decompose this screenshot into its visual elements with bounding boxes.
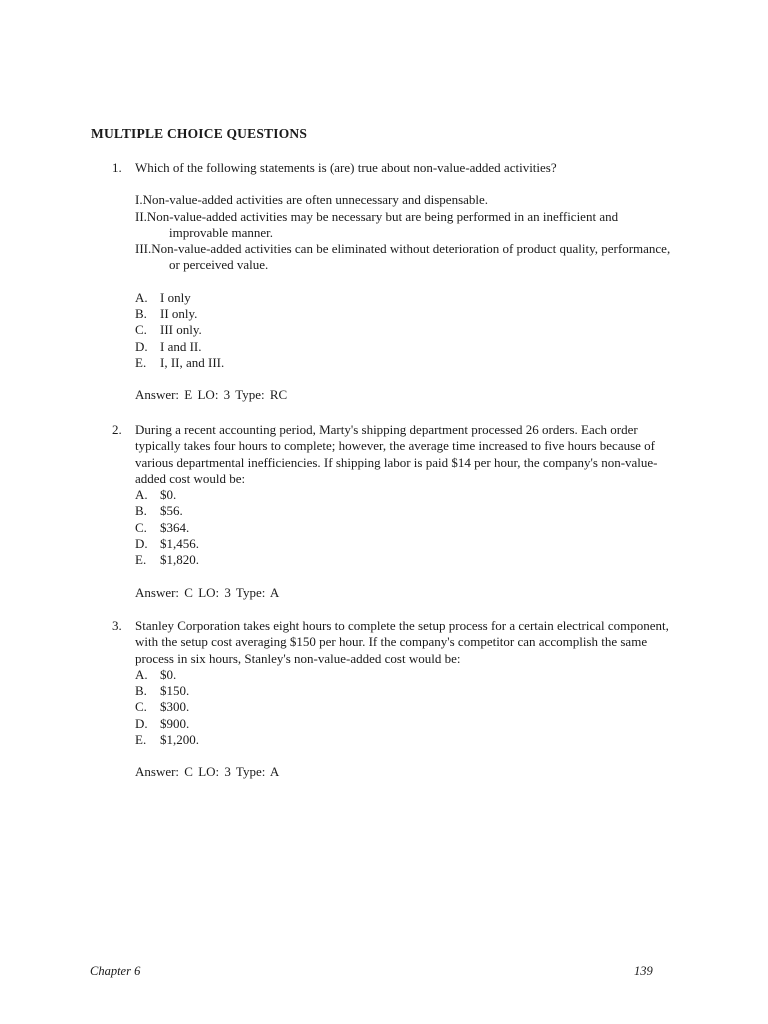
- answer-line: Answer: C LO: 3 Type: A: [135, 764, 280, 780]
- option-letter: E.: [135, 354, 147, 370]
- option-text: $150.: [160, 683, 190, 699]
- question-body: [135, 160, 678, 404]
- option-item: [135, 339, 678, 355]
- question-1: [112, 160, 678, 404]
- option-text: $0.: [160, 666, 177, 682]
- question-text: Stanley Corporation takes eight hours to complete the setup process for a certain electrical component, with the setup cost averaging $150 per hour. If the company's competitor can accomplish the same process in six hours, Stanley's non-value-added cost would be:: [135, 618, 669, 666]
- option-item: [135, 732, 678, 748]
- option-text: I, II, and III.: [160, 354, 225, 370]
- question-text: Which of the following statements is (are) true about non-value-added activities?: [135, 160, 557, 175]
- option-letter: A.: [135, 487, 148, 503]
- option-letter: A.: [135, 289, 148, 305]
- option-item: [135, 520, 678, 536]
- statement-list: [135, 192, 678, 273]
- option-letter: E.: [135, 732, 147, 748]
- option-letter: B.: [135, 503, 147, 519]
- question-2: [112, 422, 678, 601]
- option-item: [135, 487, 678, 503]
- option-text: $300.: [160, 699, 190, 715]
- option-list: [135, 667, 678, 748]
- option-text: I and II.: [160, 338, 202, 354]
- option-letter: D.: [135, 536, 148, 552]
- question-body: [135, 422, 678, 601]
- option-text: $1,820.: [160, 552, 199, 568]
- question-3: [112, 618, 678, 781]
- question-number: 2.: [112, 422, 122, 437]
- option-letter: E.: [135, 552, 147, 568]
- option-letter: D.: [135, 338, 148, 354]
- answer-line: Answer: C LO: 3 Type: A: [135, 584, 280, 600]
- option-item: [135, 667, 678, 683]
- option-letter: A.: [135, 666, 148, 682]
- option-text: III only.: [160, 322, 202, 338]
- option-text: $1,456.: [160, 536, 199, 552]
- option-item: [135, 306, 678, 322]
- option-text: I only: [160, 289, 191, 305]
- option-item: [135, 355, 678, 371]
- option-letter: C.: [135, 699, 147, 715]
- option-text: II only.: [160, 306, 198, 322]
- option-item: [135, 699, 678, 715]
- option-item: [135, 322, 678, 338]
- question-text: During a recent accounting period, Marty's shipping department processed 26 orders. Each order typically takes four hours to complete; however, the average time increased to five hours because of various departmental inefficiencies. If shipping labor is paid $14 per hour, the company's non-value-added cost would be:: [135, 422, 658, 486]
- question-number: 3.: [112, 618, 122, 633]
- option-letter: D.: [135, 715, 148, 731]
- option-text: $364.: [160, 519, 190, 535]
- option-item: [135, 536, 678, 552]
- option-item: [135, 290, 678, 306]
- option-letter: B.: [135, 683, 147, 699]
- option-text: $900.: [160, 715, 190, 731]
- option-letter: C.: [135, 519, 147, 535]
- option-letter: B.: [135, 306, 147, 322]
- option-letter: C.: [135, 322, 147, 338]
- statement-item: III.Non-value-added activities can be eliminated without deterioration of product quality, performance, or perceived value.: [135, 241, 671, 273]
- question-body: [135, 618, 678, 781]
- answer-line: Answer: E LO: 3 Type: RC: [135, 387, 288, 403]
- option-text: $56.: [160, 503, 183, 519]
- option-text: $0.: [160, 487, 177, 503]
- question-number: 1.: [112, 160, 122, 175]
- option-item: [135, 683, 678, 699]
- option-text: $1,200.: [160, 732, 199, 748]
- option-item: [135, 552, 678, 568]
- option-list: [135, 290, 678, 371]
- footer-chapter: Chapter 6: [90, 964, 141, 978]
- option-item: [135, 716, 678, 732]
- footer-page-number: 139: [634, 964, 653, 978]
- statement-item: I.Non-value-added activities are often unnecessary and dispensable.: [135, 192, 489, 208]
- section-heading: MULTIPLE CHOICE QUESTIONS: [91, 126, 308, 141]
- statement-item: II.Non-value-added activities may be necessary but are being performed in an inefficient and improvable manner.: [135, 208, 619, 240]
- option-item: [135, 503, 678, 519]
- option-list: [135, 487, 678, 568]
